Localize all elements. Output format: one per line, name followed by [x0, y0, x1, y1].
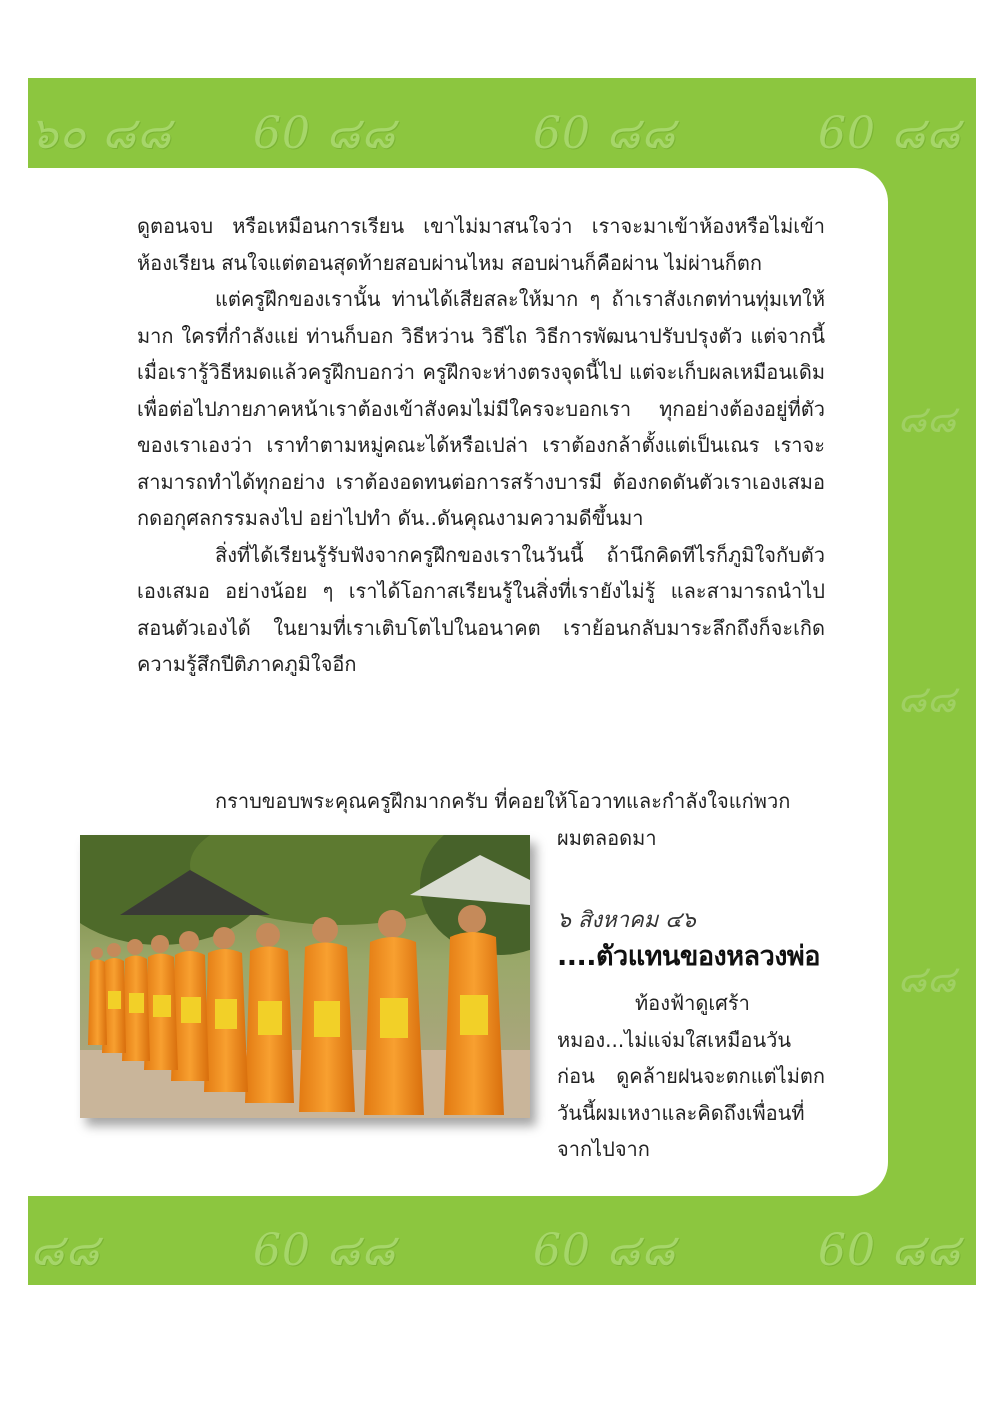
watermark-logo: 60 ๘๘ — [818, 108, 961, 159]
watermark-logo: 60 ๘๘ — [818, 1225, 961, 1276]
entry-text — [557, 985, 825, 1168]
monks-photo — [80, 835, 530, 1118]
entry-heading: ....ตัวแทนของหลวงพ่อ — [557, 941, 820, 972]
closing-line-end: ผมตลอดมา — [557, 826, 657, 850]
side-watermark-logo: ๘๘ — [897, 677, 956, 721]
paragraph-1: ดูตอนจบ หรือเหมือนการเรียน เขาไม่มาสนใจว่า เราจะมาเข้าห้องหรือไม่เข้าห้องเรียน สนใจแต่ตอนสุดท้ายสอบผ่านไหม สอบผ่านก็คือผ่าน ไม่ผ่านก็ตก — [137, 214, 825, 275]
watermark-logo: 60 ๘๘ — [253, 1225, 396, 1276]
watermark-logo: 60 ๘๘ — [533, 108, 676, 159]
watermark-logo: ๖๐ ๘๘ — [30, 108, 172, 159]
watermark-logo: ๘๘ — [30, 1225, 100, 1276]
watermark-logo: 60 ๘๘ — [253, 108, 396, 159]
body-text — [137, 208, 825, 683]
bottom-watermark-band — [28, 1195, 976, 1285]
entry-paragraph: ท้องฟ้าดูเศร้าหมอง...ไม่แจ่มใสเหมือนวันก่อน ดูคล้ายฝนจะตกแต่ไม่ตก วันนี้ผมเหงาและคิดถึงเพื่อนที่จากไปจาก — [557, 991, 825, 1161]
closing-line: กราบขอบพระคุณครูฝึกมากครับ ที่คอยให้โอวาทและกำลังใจแก่พวก — [215, 789, 791, 813]
paragraph-3: สิ่งที่ได้เรียนรู้รับฟังจากครูฝึกของเราในวันนี้ ถ้านึกคิดทีไรก็ภูมิใจกับตัวเองเสมอ อย่างน้อย ๆ เราได้โอกาสเรียนรู้ในสิ่งที่เรายังไม่รู้ และสามารถนำไปสอนตัวเองได้ ในยามที่เราเติบโตไปในอนาคต เราย้อนกลับมาระลึกถึงก็จะเกิดความรู้สึกปีติภาคภูมิใจอีก — [137, 542, 825, 676]
paragraph-2: แต่ครูฝึกของเรานั้น ท่านได้เสียสละให้มาก ๆ ถ้าเราสังเกตท่านทุ่มเทให้มาก ใครที่กำลังแย่ ท่านก็บอก วิธีหว่าน วิธีไถ วิธีการพัฒนาปรับปรุงตัว แต่จากนี้เมื่อเรารู้วิธีหมดแล้วครูฝึกบอกว่า ครูฝึกจะห่างตรงจุดนี้ไป แต่จะเก็บผลเหมือนเดิม เพื่อต่อไปภายภาคหน้าเราต้องเข้าสังคมไม่มีใครจะบอกเรา ทุกอย่างต้องอยู่ที่ตัวของเราเองว่า เราทำตามหมู่คณะได้หรือเปล่า เราต้องกล้าตั้งแต่เป็นเณร เราจะสามารถทำได้ทุกอย่าง เราต้องอดทนต่อการสร้างบารมี ต้องกดดันตัวเราเองเสมอ กดอกุศลกรรมลงไป อย่าไปทำ ดัน..ดันคุณงามความดีขึ้นมา — [137, 287, 825, 530]
watermark-logo: 60 ๘๘ — [533, 1225, 676, 1276]
entry-date: ๖ สิงหาคม ๔๖ — [557, 908, 696, 933]
side-watermark-logo: ๘๘ — [897, 397, 956, 441]
top-watermark-band — [28, 78, 976, 168]
side-watermark-logo: ๘๘ — [897, 957, 956, 1001]
